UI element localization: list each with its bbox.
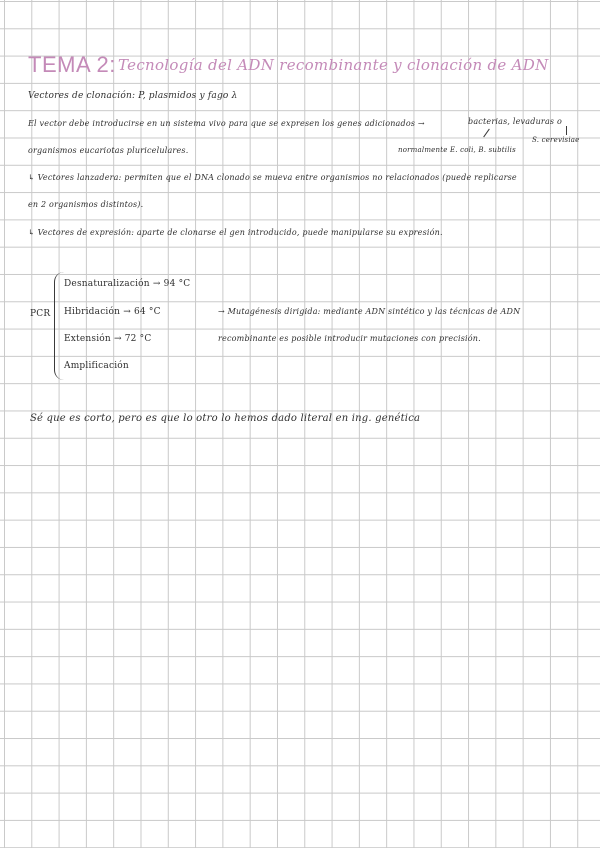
note-s-cerevisiae: S. cerevisiae xyxy=(532,136,580,144)
note-mutagenesis: → Mutagénesis dirigida: mediante ADN sintético y las técnicas de ADN xyxy=(218,307,521,316)
note-mutagenesis-cont: recombinante es posible introducir mutaciones con precisión. xyxy=(218,334,481,343)
pcr-step: Desnaturalización → 94 °C xyxy=(64,279,191,289)
pcr-label: PCR xyxy=(30,309,51,319)
arrow-down-icon xyxy=(566,126,567,135)
note-normalmente: normalmente E. coli, B. subtilis xyxy=(398,146,516,154)
note-line-vector-introducirse: El vector debe introducirse en un sistema vivo para que se expresen los genes adicionados → xyxy=(28,119,425,128)
page-title-prefix: TEMA 2: xyxy=(28,52,116,77)
page-title: Tecnología del ADN recombinante y clonación de ADN xyxy=(118,56,549,74)
arrow-slant-icon xyxy=(483,129,490,138)
note-line-organismos: organismos eucariotas pluricelulares. xyxy=(28,146,189,155)
note-line-vectores-lanzadera: ↳ Vectores lanzadera: permiten que el DNA clonado se mueva entre organismos no relacionados (puede replicarse xyxy=(28,173,517,182)
note-line-dos-organismos: en 2 organismos distintos). xyxy=(28,200,144,209)
pcr-step: Extensión → 72 °C xyxy=(64,334,152,344)
note-line-vectores-expresion: ↳ Vectores de expresión: aparte de clonarse el gen introducido, puede manipularse su expresión. xyxy=(28,228,443,237)
footer-note: Sé que es corto, pero es que lo otro lo hemos dado literal en ing. genética xyxy=(30,413,421,424)
note-line-vectores-clonacion: Vectores de clonación: P, plasmidos y fago λ xyxy=(28,91,238,101)
note-hosts: bacterias, levaduras o xyxy=(468,117,562,126)
pcr-step: Amplificación xyxy=(64,361,129,371)
pcr-step: Hibridación → 64 °C xyxy=(64,307,161,317)
